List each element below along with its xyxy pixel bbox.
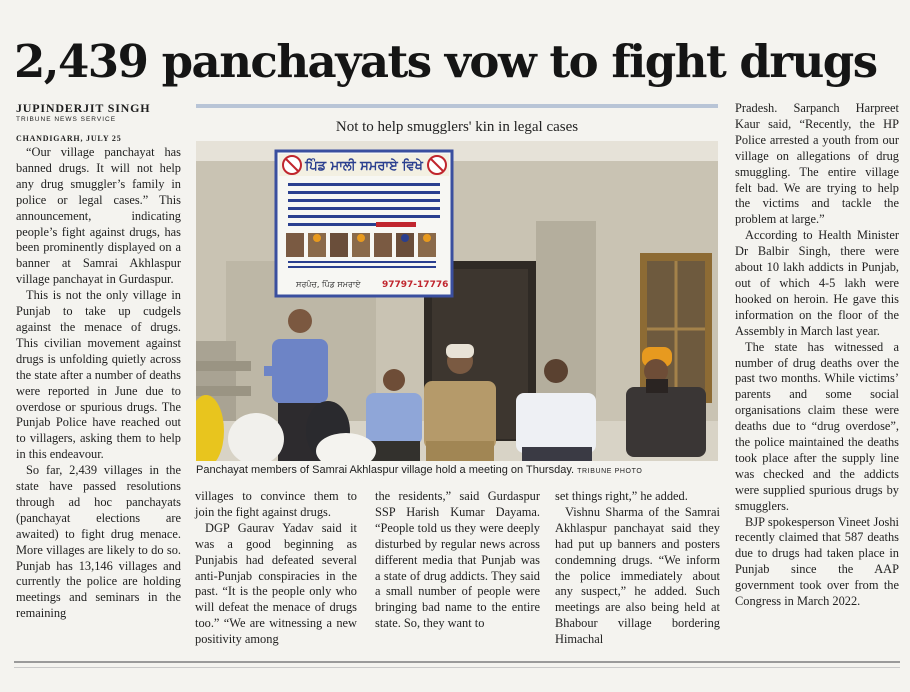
article-column-5 — [735, 101, 899, 610]
paragraph: According to Health Minister Dr Balbir Singh, there were about 10 lakh addicts in Punjab, out of which 4-5 lakh were hooked on heroin. He gave this information on the floor of the Assembly in March last year. — [735, 228, 899, 338]
paragraph: The state has witnessed a number of drug deaths over the past two months. While victims’ parents and some social organisations claim these were deaths due to “drug overdose”, the police maintained the deaths took place after the supply line was checked and the addicts were supplied spurious drugs by smugglers. — [735, 339, 899, 513]
svg-text:ਸਰਪੰਚ, ਪਿੰਡ ਸਮਰਾਏ: ਸਰਪੰਚ, ਪਿੰਡ ਸਮਰਾਏ — [296, 280, 361, 289]
bottom-rule — [14, 661, 900, 663]
article-column-4 — [555, 489, 720, 649]
caption-text: Panchayat members of Samrai Akhlaspur village hold a meeting on Thursday. — [196, 464, 575, 476]
paragraph: villages to convince them to join the fight against drugs. — [195, 489, 357, 519]
article-column-1 — [16, 132, 181, 622]
paragraph: So far, 2,439 villages in the state have passed resolutions through ad hoc panchayats (panchayat elections are awaited) to fight drug menace. More villages are likely to do so. Punjab has 13,146 villages and currently the police are holding meetings and seminars in the remaining — [16, 463, 181, 621]
paragraph: BJP spokesperson Vineet Joshi recently claimed that 587 deaths due to drugs had taken place in Punjab since the AAP government took over from the Congress in March 2022. — [735, 514, 899, 609]
dateline: CHANDIGARH, JULY 25 — [16, 134, 122, 143]
paragraph: “Our village panchayat has banned drugs. It will not help any drug smuggler’s family in police or legal cases.” This announcement, indicating people’s fight against drugs, has been prominently displayed on a banner at Samrai Akhlaspur village panchayat in Gurdaspur. — [16, 145, 181, 287]
paragraph: This is not the only village in Punjab to take up cudgels against the menace of drugs. This civilian movement against drugs is unfolding quietly across the state after a number of deaths were reported in June due to overdose or spurious drugs. The Punjab Police have reached out to villagers, asking them to help in this endeavour. — [16, 288, 181, 462]
paragraph: Pradesh. Sarpanch Harpreet Kaur said, “Recently, the HP Police arrested a youth from our village on allegations of drug smuggling. The entire village felt bad. We are trying to help the victims and tackle the problem at large.” — [735, 101, 899, 227]
kicker-rule — [196, 104, 718, 108]
byline-name: JUPINDERJIT SINGH — [16, 101, 151, 115]
anti-drug-banner — [276, 151, 452, 296]
photo-credit: TRIBUNE PHOTO — [577, 468, 643, 475]
headline: 2,439 panchayats vow to fight drugs — [14, 35, 877, 88]
photo-caption — [196, 461, 718, 479]
kicker: Not to help smugglers' kin in legal cases — [335, 119, 579, 135]
paragraph: Vishnu Sharma of the Samrai Akhlaspur panchayat said they had put up banners and posters condemning drugs. “We inform the police immediately about any suspect,” he added. Such meetings are also being held at Bhabour village bordering Himachal — [555, 504, 720, 647]
banner-phone: 97797-17776 — [382, 280, 449, 290]
paragraph: set things right,” he added. — [555, 489, 688, 503]
banner-title: ਪਿੰਡ ਮਾਲੀ ਸਮਰਾਏ ਵਿਖੇ — [305, 159, 423, 174]
paragraph: DGP Gaurav Yadav said it was a good beginning as Punjabis had defeated several anti-Punjab conspiracies in the past. “It is the people only who will defeat the menace of drugs too.” “We are witnessing a new positivity among — [195, 520, 357, 647]
news-photo — [196, 141, 718, 461]
byline — [16, 101, 186, 124]
paragraph: the residents,” said Gurdaspur SSP Harish Kumar Dayama. “People told us they were deeply disturbed by regular news across different media that Punjab was a state of drug addicts. They said a small number of people were bringing bad name to the entire state. So, they want to — [375, 489, 540, 631]
meeting-photo — [196, 141, 718, 461]
article-column-3 — [375, 489, 540, 649]
article-column-2 — [195, 489, 357, 649]
byline-service: TRIBUNE NEWS SERVICE — [16, 116, 117, 123]
bottom-rule-thin — [14, 667, 900, 668]
